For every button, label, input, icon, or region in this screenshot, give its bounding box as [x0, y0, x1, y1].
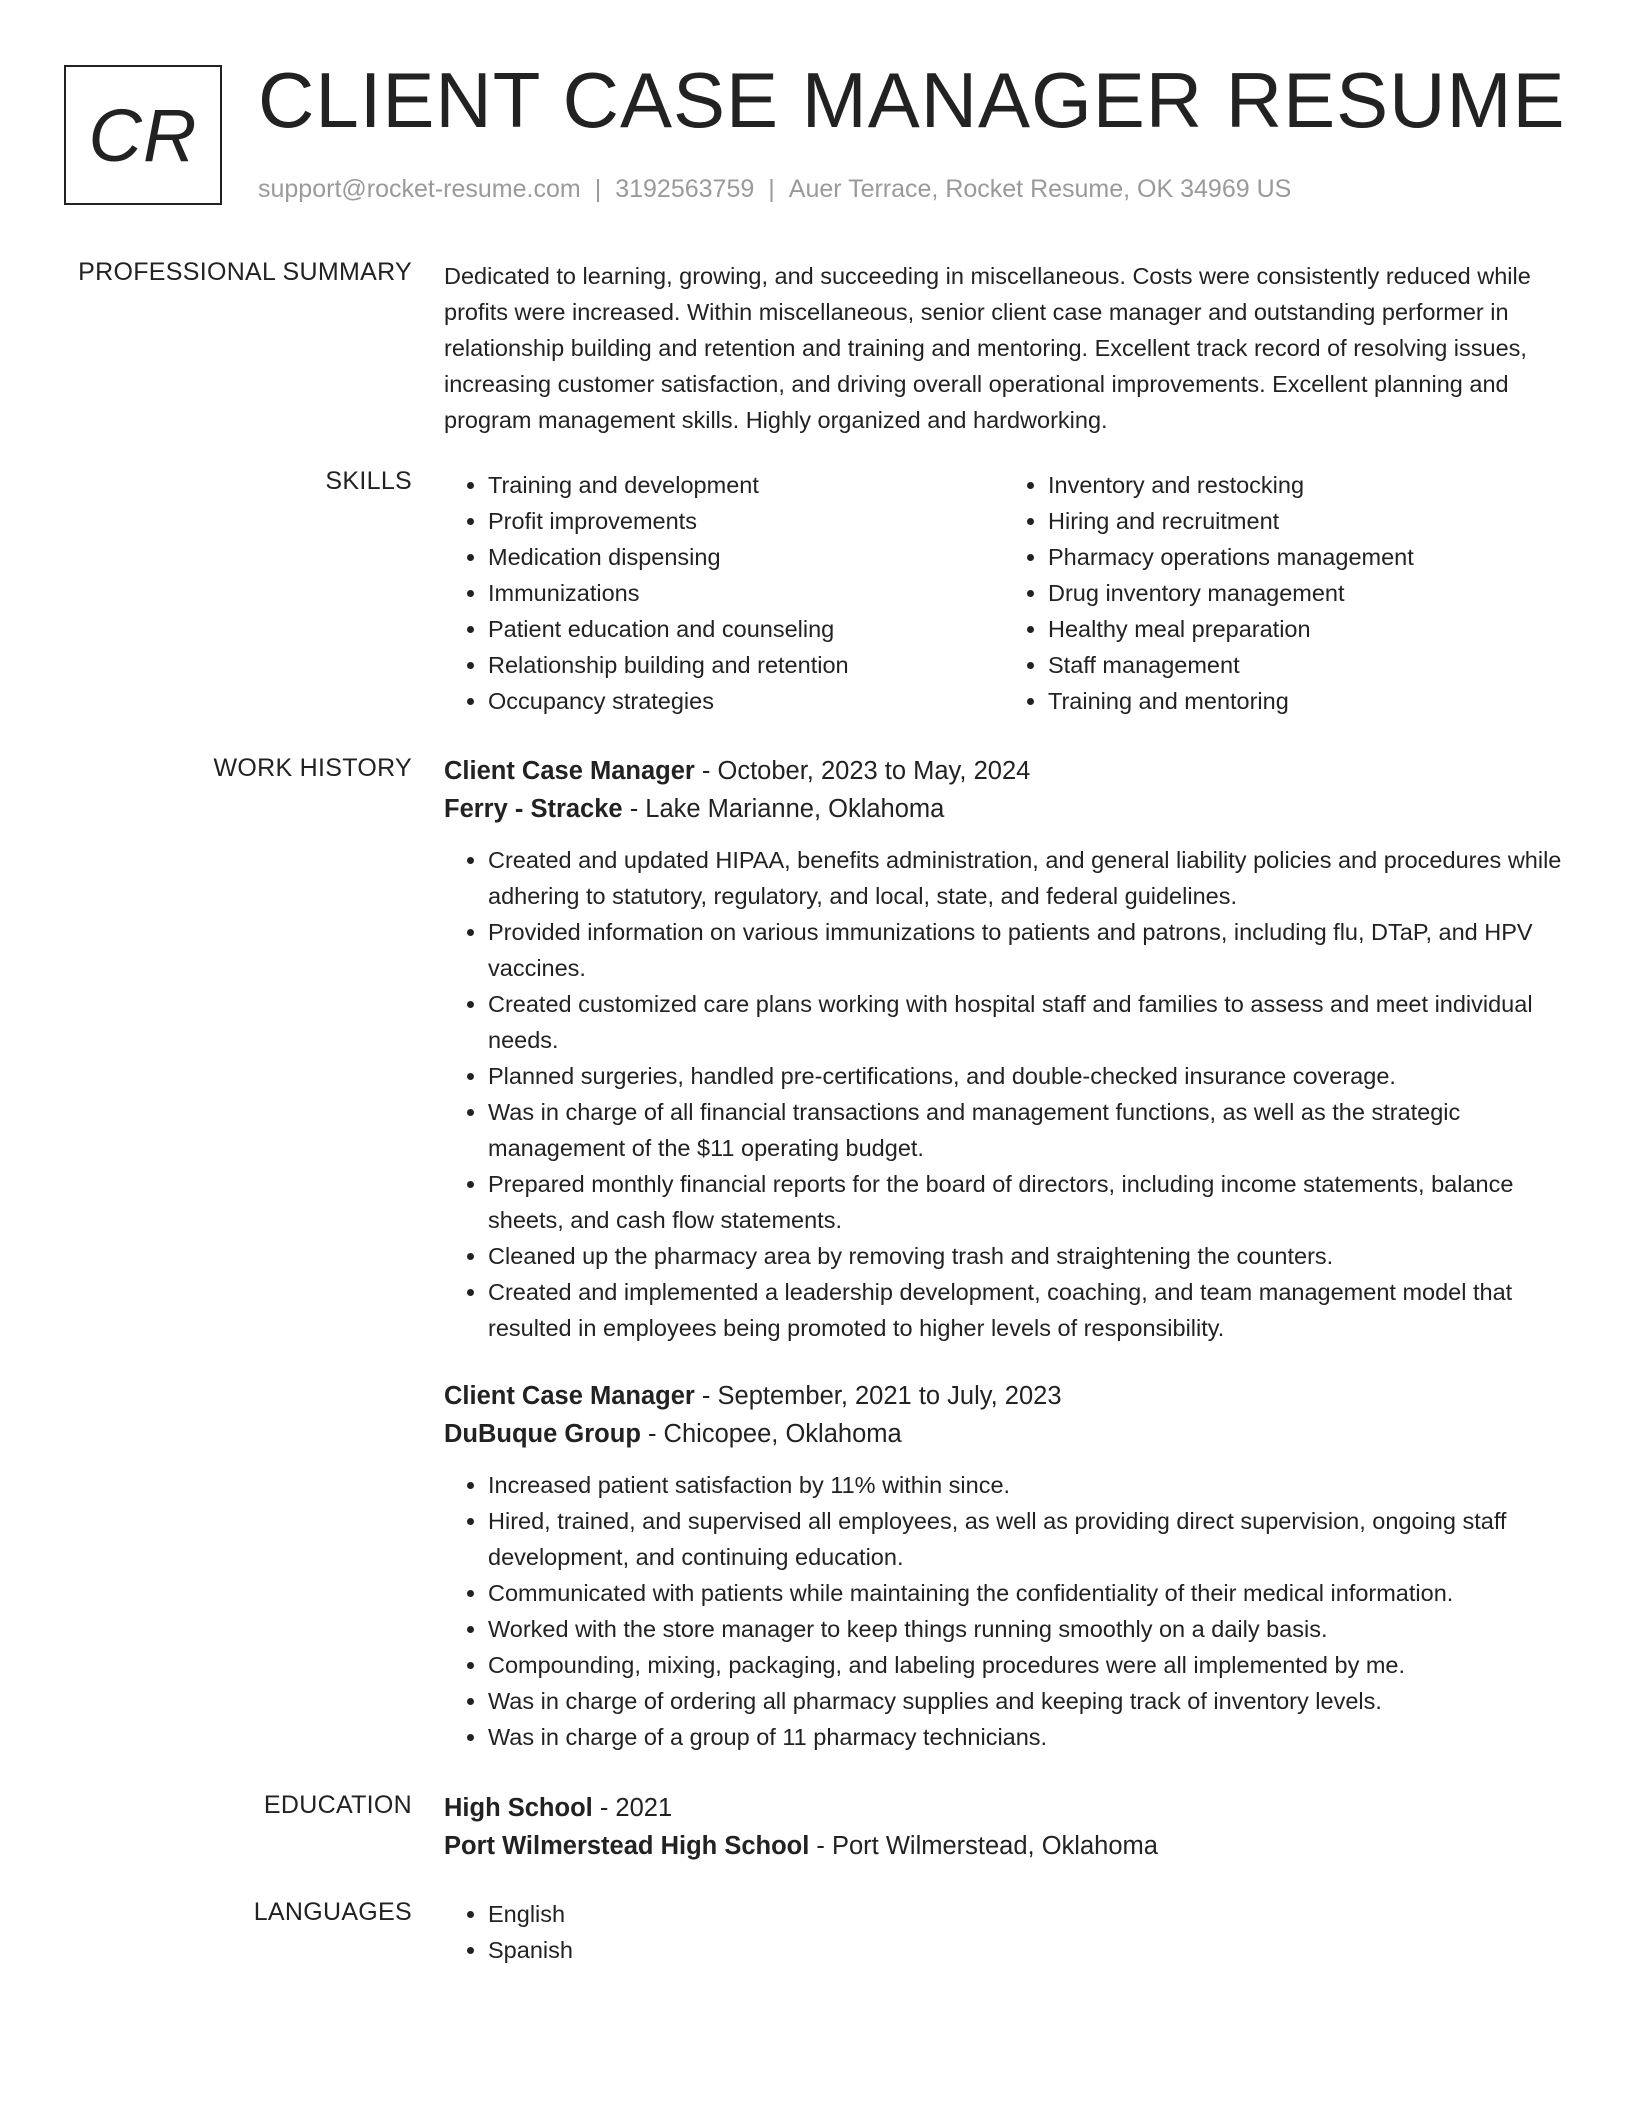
job-bullet: • Cleaned up the pharmacy area by removing trash and straightening the counters. [488, 1238, 1564, 1274]
job-title: Client Case Manager [444, 757, 695, 785]
job-dates: - October, 2023 to May, 2024 [694, 757, 1031, 785]
job-company: Ferry - Stracke [444, 795, 623, 823]
job-bullet: • Provided information on various immunizations to patients and patrons, including flu, DTaP, and HPV vaccines. [488, 914, 1564, 986]
job-company-line [444, 1415, 1564, 1453]
job-location: - Chicopee, Oklahoma [640, 1420, 902, 1448]
skill-item: • Inventory and restocking [1048, 467, 1564, 503]
job-bullet: • Was in charge of all financial transactions and management functions, as well as the strategic management of the $11 operating budget. [488, 1094, 1564, 1166]
job-bullet: • Worked with the store manager to keep things running smoothly on a daily basis. [488, 1611, 1564, 1647]
skill-item: • Profit improvements [488, 503, 1004, 539]
skill-item: • Relationship building and retention [488, 647, 1004, 683]
section-heading-summary: PROFESSIONAL SUMMARY [78, 258, 412, 286]
education-location: - Port Wilmerstead, Oklahoma [809, 1832, 1158, 1860]
language-item: • Spanish [488, 1932, 1564, 1968]
skill-item: • Immunizations [488, 575, 1004, 611]
job-bullet: • Compounding, mixing, packaging, and labeling procedures were all implemented by me. [488, 1647, 1564, 1683]
job-bullet: • Created and updated HIPAA, benefits administration, and general liability policies and procedures while adhering to statutory, regulatory, and local, state, and federal guidelines. [488, 842, 1564, 914]
skill-item: • Staff management [1048, 647, 1564, 683]
contact-line [258, 175, 1291, 204]
job-title-line [444, 752, 1564, 790]
job-bullet: • Was in charge of a group of 11 pharmacy technicians. [488, 1719, 1564, 1755]
contact-phone[interactable]: 3192563759 [615, 175, 755, 203]
education-school: Port Wilmerstead High School [444, 1832, 810, 1860]
job-bullet: • Increased patient satisfaction by 11% within since. [488, 1467, 1564, 1503]
section-heading-languages: LANGUAGES [253, 1898, 412, 1926]
education-school-line [444, 1827, 1564, 1865]
skill-item: • Hiring and recruitment [1048, 503, 1564, 539]
education-degree-line [444, 1789, 1564, 1827]
skill-item: • Pharmacy operations management [1048, 539, 1564, 575]
job-bullets [444, 842, 1564, 1346]
section-heading-education: EDUCATION [263, 1791, 412, 1819]
job-bullet: • Created and implemented a leadership development, coaching, and team management model that resulted in employees being promoted to higher levels of responsibility. [488, 1274, 1564, 1346]
job-location: - Lake Marianne, Oklahoma [622, 795, 945, 823]
job-title-line [444, 1377, 1564, 1415]
contact-separator: | [768, 175, 775, 203]
job-entry [444, 1377, 1564, 1755]
skills-list-left [444, 467, 1004, 719]
section-heading-skills: SKILLS [325, 467, 412, 495]
education-year: - 2021 [592, 1794, 673, 1822]
summary-text: Dedicated to learning, growing, and succeeding in miscellaneous. Costs were consistently reduced while profits were increased. Within miscellaneous, senior client case manager and outstanding performer in relationship building and retention and training and mentoring. Excellent track record of resolving issues, increasing customer satisfaction, and driving overall operational improvements. Excellent planning and program management skills. Highly organized and hardworking. [444, 263, 1531, 433]
job-bullet: • Was in charge of ordering all pharmacy supplies and keeping track of inventory levels. [488, 1683, 1564, 1719]
job-entry [444, 752, 1564, 1346]
job-bullet: • Communicated with patients while maintaining the confidentiality of their medical information. [488, 1575, 1564, 1611]
contact-address: Auer Terrace, Rocket Resume, OK 34969 US [788, 175, 1292, 203]
job-bullet: • Hired, trained, and supervised all employees, as well as providing direct supervision, ongoing staff development, and continuing education. [488, 1503, 1564, 1575]
job-bullets [444, 1467, 1564, 1755]
section-heading-work-history: WORK HISTORY [213, 754, 412, 782]
skill-item: • Healthy meal preparation [1048, 611, 1564, 647]
job-company-line [444, 790, 1564, 828]
skill-item: • Drug inventory management [1048, 575, 1564, 611]
skill-item: • Occupancy strategies [488, 683, 1004, 719]
job-title: Client Case Manager [444, 1382, 695, 1410]
languages-list [444, 1896, 1564, 1968]
job-bullet: • Created customized care plans working with hospital staff and families to assess and meet individual needs. [488, 986, 1564, 1058]
job-company: DuBuque Group [444, 1420, 641, 1448]
monogram-logo: CR [64, 65, 222, 205]
skill-item: • Training and mentoring [1048, 683, 1564, 719]
page-title: CLIENT CASE MANAGER RESUME [258, 56, 1566, 144]
contact-email[interactable]: support@rocket-resume.com [258, 175, 581, 203]
skill-item: • Training and development [488, 467, 1004, 503]
job-dates: - September, 2021 to July, 2023 [694, 1382, 1062, 1410]
contact-separator: | [594, 175, 602, 203]
skills-list-right [1004, 467, 1564, 719]
education-degree: High School [444, 1794, 593, 1822]
job-bullet: • Prepared monthly financial reports for the board of directors, including income statements, balance sheets, and cash flow statements. [488, 1166, 1564, 1238]
skill-item: • Medication dispensing [488, 539, 1004, 575]
job-bullet: • Planned surgeries, handled pre-certifications, and double-checked insurance coverage. [488, 1058, 1564, 1094]
language-item: • English [488, 1896, 1564, 1932]
skill-item: • Patient education and counseling [488, 611, 1004, 647]
